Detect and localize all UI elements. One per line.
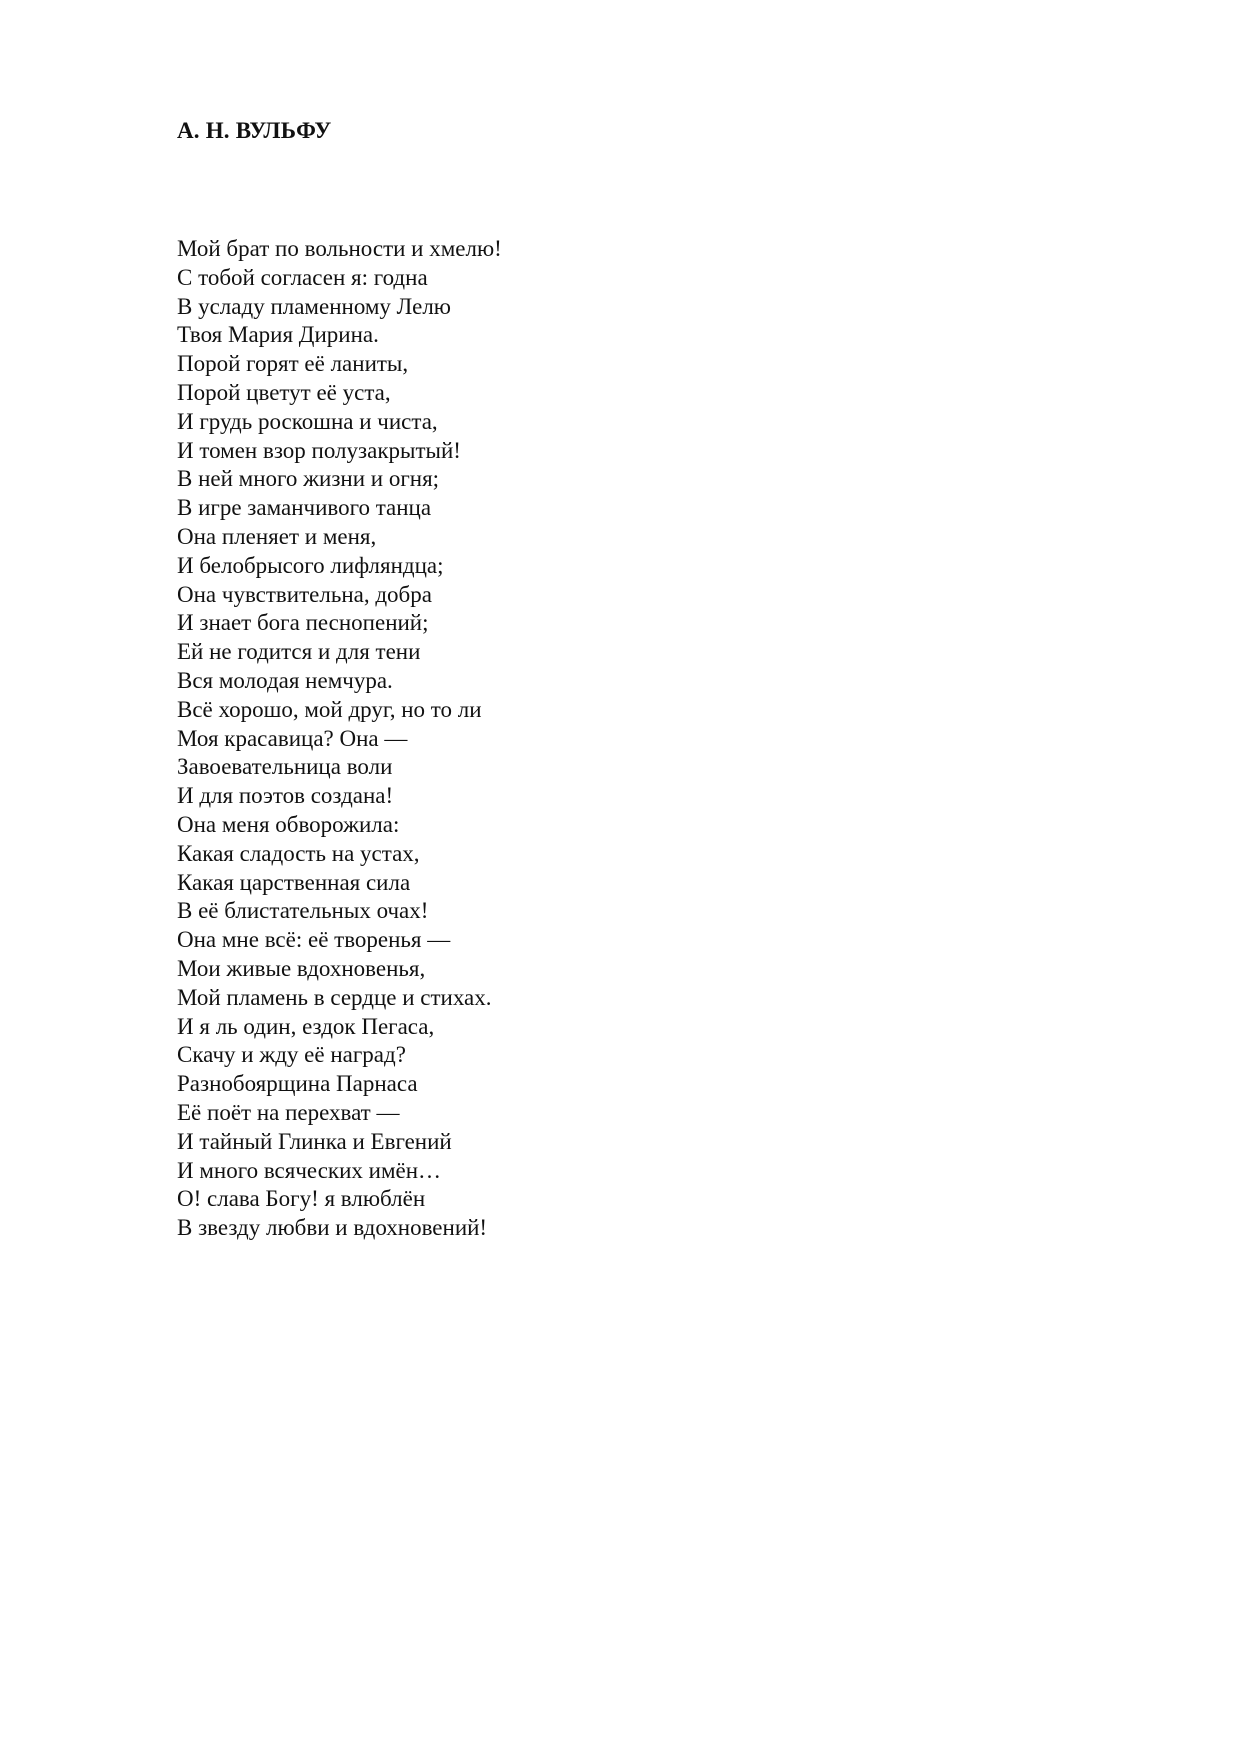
poem-line: В игре заманчивого танца: [177, 495, 432, 521]
poem-line: Какая сладость на устах,: [177, 840, 420, 866]
poem-line: Ей не годится и для тени: [177, 639, 421, 665]
poem-line: Мой брат по вольности и хмелю!: [177, 236, 502, 261]
poem-line: И я ль один, ездок Пегаса,: [177, 1013, 435, 1039]
poem-line: Скачу и жду её наград?: [177, 1042, 406, 1068]
poem-line: В звезду любви и вдохновений!: [177, 1215, 488, 1241]
poem-line: В её блистательных очах!: [177, 898, 429, 924]
poem-line: Всё хорошо, мой друг, но то ли: [177, 696, 482, 722]
poem-line: Твоя Мария Дирина.: [177, 322, 379, 348]
poem-line: И много всяческих имён…: [177, 1157, 442, 1183]
poem-line: Мой пламень в сердце и стихах.: [177, 984, 492, 1010]
poem-line: Порой горят её ланиты,: [177, 351, 409, 377]
poem-line: Завоевательница воли: [177, 754, 393, 780]
poem-line: Её поёт на перехват —: [177, 1099, 400, 1125]
poem-line: Она мне всё: её творенья —: [177, 927, 451, 953]
poem-line: Разнобоярщина Парнаса: [177, 1071, 418, 1097]
poem-line: Вся молодая немчура.: [177, 667, 393, 693]
poem-line: И для поэтов создана!: [177, 783, 394, 809]
poem-line: Какая царственная сила: [177, 869, 411, 895]
poem-line: И томен взор полузакрытый!: [177, 437, 461, 463]
poem-line: Мои живые вдохновенья,: [177, 955, 426, 981]
poem-line: И знает бога песнопений;: [177, 610, 429, 636]
poem-line: Моя красавица? Она —: [177, 725, 408, 751]
poem-title: А. Н. ВУЛЬФУ: [177, 118, 332, 143]
poem-line: В усладу пламенному Лелю: [177, 293, 451, 319]
poem-line: Она меня обворожила:: [177, 811, 400, 837]
poem-line: В ней много жизни и огня;: [177, 466, 440, 492]
poem-line: И белобрысого лифляндца;: [177, 552, 444, 578]
poem-body: [177, 235, 502, 1243]
poem-line: Порой цветут её уста,: [177, 379, 391, 405]
poem-line: С тобой согласен я: годна: [177, 264, 428, 290]
poem-line: Она чувствительна, добра: [177, 581, 432, 607]
poem-line: И тайный Глинка и Евгений: [177, 1128, 452, 1154]
poem-line: И грудь роскошна и чиста,: [177, 408, 438, 434]
poem-line: Она пленяет и меня,: [177, 523, 377, 549]
poem-line: О! слава Богу! я влюблён: [177, 1186, 426, 1212]
